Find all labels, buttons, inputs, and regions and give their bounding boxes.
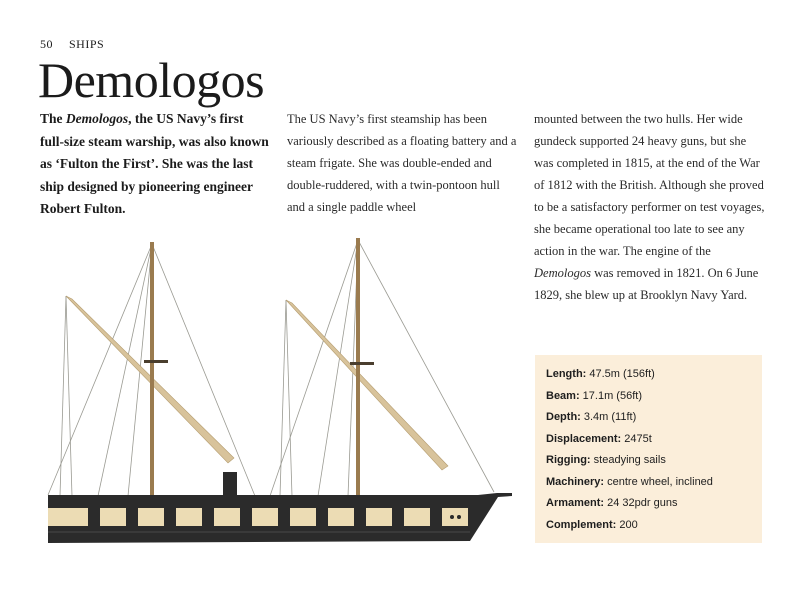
fore-mast-crosstree xyxy=(144,360,168,363)
spec-row-rigging xyxy=(546,450,752,472)
gunport-stripe xyxy=(48,508,468,526)
spec-label: Rigging: xyxy=(546,454,591,466)
main-sail xyxy=(286,300,448,470)
spec-row-depth xyxy=(546,407,752,429)
spec-row-beam xyxy=(546,386,752,408)
spec-value: centre wheel, inclined xyxy=(604,475,713,488)
spec-value: 3.4m (11ft) xyxy=(580,411,637,423)
main-mast xyxy=(356,238,360,496)
spec-label: Displacement: xyxy=(546,432,622,445)
fore-mast xyxy=(150,242,154,496)
column3-text-end: was removed in 1821. On 6 June 1829, she blew up at Brooklyn Navy Yard. xyxy=(534,266,759,302)
spec-row-length xyxy=(546,364,752,386)
intro-text-start: The xyxy=(40,111,66,126)
spec-row-displacement xyxy=(546,429,752,451)
spec-row-machinery xyxy=(546,472,752,494)
section-label: SHIPS xyxy=(69,37,105,51)
hull xyxy=(48,493,512,543)
intro-text-end: , the US Navy’s first full-size steam warship, was also known as ‘Fulton the First’. She was the last ship designed by pioneering engineer Robert Fulton. xyxy=(40,111,269,216)
column3-text-start: mounted between the two hulls. Her wide gundeck supported 24 heavy guns, but she was completed in 1815, at the end of the War of 1812 with the British. Although she proved to be a satisfactory performer on test voyages, she became operational too late to see any action in the war. The engine of the xyxy=(534,112,765,258)
spec-row-armament xyxy=(546,493,752,515)
sails xyxy=(66,296,448,470)
specifications-panel xyxy=(535,355,762,543)
spec-label: Armament: xyxy=(546,497,605,509)
spec-value: 2475t xyxy=(621,432,652,445)
spec-value: 47.5m (156ft) xyxy=(586,368,655,380)
spec-value: 17.1m (56ft) xyxy=(579,389,642,402)
spec-value: 24 32pdr guns xyxy=(604,497,678,509)
page-title: Demologos xyxy=(38,52,265,108)
masts xyxy=(144,238,374,496)
spec-value: steadying sails xyxy=(590,454,666,466)
body-column-2: The US Navy’s first steamship has been variously described as a floating battery and a steam frigate. She was double-ended and double-ruddered, with a twin-pontoon hull and a single paddle wheel xyxy=(287,112,517,214)
spec-label: Beam: xyxy=(546,389,580,402)
spec-row-complement xyxy=(546,515,752,537)
column3-ship-name: Demologos xyxy=(534,266,591,280)
spec-label: Complement: xyxy=(546,518,617,531)
intro-ship-name: Demologos xyxy=(65,111,129,126)
spec-label: Machinery: xyxy=(546,475,605,488)
spec-value: 200 xyxy=(616,518,638,531)
spec-label: Depth: xyxy=(546,411,581,423)
rigging-lines xyxy=(48,240,494,496)
funnel xyxy=(223,472,237,498)
page-number: 50 xyxy=(40,37,53,51)
spec-label: Length: xyxy=(546,368,587,380)
main-mast-crosstree xyxy=(350,362,374,365)
